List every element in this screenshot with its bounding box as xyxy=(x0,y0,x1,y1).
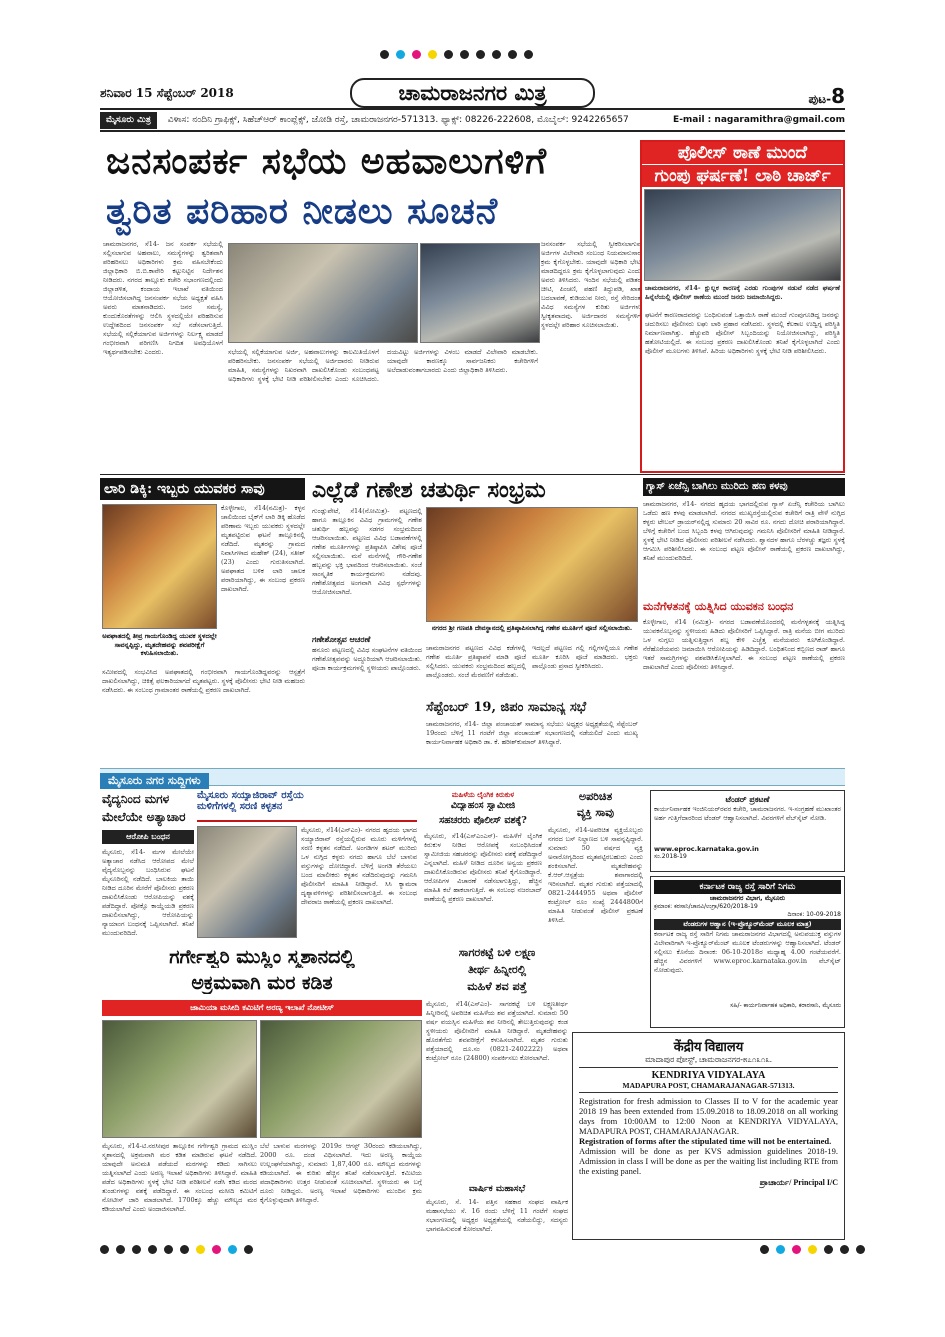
kv-warning: Registration of forms after the stipulated time will not be entertained. xyxy=(579,1136,832,1146)
sagara-body: ಮೈಸೂರು, ಸೆ14(ಎಸ್‌ಎಂ)- ಸಾಗರಕಟ್ಟೆ ಬಳಿ ಲಕ್ಷ್ಮಣತೀರ್ಥ ಹಿನ್ನೀರಿನಲ್ಲಿ ಅಪರಿಚಿತ ಮಹಿಳೆಯ ಶವ ಪತ್ತೆಯಾಗಿದೆ. ಸುಮಾರು 50 ವರ್ಷ ವಯಸ್ಸಿನ ಮಹಿಳೆಯ ಶವ ನೀರಿನಲ್ಲಿ ತೇಲುತ್ತಿರುವುದನ್ನು ಕಂಡ ಸ್ಥಳೀಯರು ಪೊಲೀಸರಿಗೆ ಮಾಹಿತಿ ನೀಡಿದ್ದಾರೆ. ಮೃತದೇಹವನ್ನು ಹೊರತೆಗೆದು ಶವಪರೀಕ್ಷೆಗೆ ಕಳುಹಿಸಲಾಗಿದೆ. ಮೃತರ ಗುರುತು ಪತ್ತೆಯಾದಲ್ಲಿ ದೂ.ಸಂ (0821-2402222) ಅಥವಾ ಕಂಟ್ರೋಲ್ ರೂಂ (24800) ಸಂಪರ್ಕಿಸಲು ಕೋರಲಾಗಿದೆ. xyxy=(426,1000,568,1062)
newspaper-title: ಚಾಮರಾಜನಗರ ಮಿತ್ರ xyxy=(350,78,595,108)
doctor-body: ಮೈಸೂರು, ಸೆ14- ಮಗಳ ಮೇಲೆಯೇ ಅತ್ಯಾಚಾರ ನಡೆಸಿದ ಆರೋಪದ ಮೇಲೆ ವೈದ್ಯನೊಬ್ಬನನ್ನು ಬಂಧಿಸಿರುವ ಘಟನೆ ಮೈಸೂರಿನಲ್ಲಿ ನಡೆದಿದೆ. ಬಾಲಕಿಯ ತಾಯಿ ನೀಡಿದ ದೂರಿನ ಮೇರೆಗೆ ಪೊಲೀಸರು ಪ್ರಕರಣ ದಾಖಲಿಸಿಕೊಂಡು ಆರೋಪಿಯನ್ನು ವಶಕ್ಕೆ ಪಡೆದಿದ್ದಾರೆ. ಪೋಕ್ಸೊ ಕಾಯ್ದೆಯಡಿ ಪ್ರಕರಣ ದಾಖಲಿಸಲಾಗಿದ್ದು, ಆರೋಪಿಯನ್ನು ನ್ಯಾಯಾಂಗ ಬಂಧನಕ್ಕೆ ಒಪ್ಪಿಸಲಾಗಿದೆ. ತನಿಖೆ ಮುಂದುವರಿದಿದೆ. xyxy=(102,848,194,937)
lead-column-mid: ಸಭೆಯಲ್ಲಿ ಸಲ್ಲಿಕೆಯಾಗುವ ಅರ್ಜಿ, ಅಹವಾಲುಗಳನ್ನು ಕಾಲಮಿತಿಯೊಳಗೆ ಪರಿಹರಿಸಬೇಕು. ಜನಸಂಪರ್ಕ ಸಭೆಯಲ್ಲಿ ಅರ್ಜಿದಾರರು ನೀಡಿರುವ ಮಾಹಿತಿ, ಸಮಸ್ಯೆಗಳನ್ನು ನಿಖರವಾಗಿ ದಾಖಲಿಸಿಕೊಂಡು ಸಂಬಂಧಪಟ್ಟ ಅಧಿಕಾರಿಗಳು ಸ್ಥಳಕ್ಕೆ ಭೇಟಿ ನೀಡಿ ಪರಿಶೀಲಿಸಬೇಕು ಎಂದು ಸೂಚಿಸಿದರು. ದಯವಿಟ್ಟು ಅರ್ಜಿಗಳನ್ನು ವಿಳಂಬ ಮಾಡದೆ ವಿಲೇವಾರಿ ಮಾಡಬೇಕು. ಯಾವುದೇ ಕಾರಣಕ್ಕೂ ಸಾರ್ವಜನಿಕರು ಕಚೇರಿಗಳಿಗೆ ಅಲೆದಾಡುವಂತಾಗಬಾರದು ಎಂದು ಜಿಲ್ಲಾಧಿಕಾರಿ ತಿಳಿಸಿದರು. xyxy=(228,348,538,383)
cemetery-photo-2 xyxy=(260,1020,422,1138)
ksrtc-subtitle: ಚಾಮರಾಜನಗರ ವಿಭಾಗ, ಮೈಸೂರು xyxy=(709,894,786,902)
ganesha-body-4: ಇದಲ್ಲದೆ ಪಟ್ಟಣದ ಗಲ್ಲಿ ಗಲ್ಲಿಗಳಲ್ಲಿಯೂ ಗಣೇಶ ಮೂರ್ತಿ ಕೂರಿಸಿ ಪೂಜೆ ಮಾಡಿದರು. ಭಕ್ತರು ಪಾಲ್ಗೊಂಡು ಪ್ರಸಾದ ಸ್ವೀಕರಿಸಿದರು. xyxy=(532,644,638,670)
cemetery-banner: ಜಾಮಿಯಾ ಮಸೀದಿ ಕಮಿಟಿಗೆ ಅರಣ್ಯ ಇಲಾಖೆ ನೋಟೀಸ್ xyxy=(102,1000,422,1016)
theft-headline-line1: ಮೈಸೂರು ಸಯ್ಯಾಜಿರಾವ್ ರಸ್ತೆಯ xyxy=(197,790,304,801)
lorry-headline: ಲಾರಿ ಡಿಕ್ಕಿ: ಇಬ್ಬರು ಯುವಕರ ಸಾವು xyxy=(100,478,305,500)
kv-sign: ಪ್ರಾಚಾರ್ಯ/ Principal I/C xyxy=(759,1178,838,1187)
sister-paper-tag: ಮೈಸೂರು ಮಿತ್ರ xyxy=(100,112,157,129)
lead-photo xyxy=(228,243,418,343)
police-headline-line1: ಪೊಲೀಸ್ ಠಾಣೆ ಮುಂದೆ xyxy=(642,142,843,164)
police-caption: ಚಾಮರಾಜನಗರ, ಸೆ14- ಕ್ಷುಲ್ಲಕ ಕಾರಣಕ್ಕೆ ಎರಡು ಗುಂಪುಗಳ ನಡುವೆ ನಡೆದ ಘರ್ಷಣೆ ಹಿನ್ನೆಲೆಯಲ್ಲಿ ಪೊಲೀಸ್ ಠಾಣೆಯ ಮುಂದೆ ಜನರು ಜಮಾಯಿಸಿದ್ದರು. xyxy=(645,284,840,301)
lorry-photo-caption: ಅಪಘಾತದಲ್ಲಿ ತೀವ್ರ ಗಾಯಗೊಂಡಿದ್ದ ಯುವಕ ಸ್ಥಳದಲ್ಲೇ ಸಾವನ್ನಪ್ಪಿದ್ದು, ಮೃತದೇಹವನ್ನು ಶವಪರೀಕ್ಷೆಗೆ ಕಳುಹಿಸಲಾಯಿತು. xyxy=(102,632,217,657)
ksrtc-title: ಕರ್ನಾಟಕ ರಾಜ್ಯ ರಸ್ತೆ ಸಾರಿಗೆ ನಿಗಮ xyxy=(654,880,841,894)
ksrtc-body: ಕರ್ನಾಟಕ ರಾಜ್ಯ ರಸ್ತೆ ಸಾರಿಗೆ ನಿಗಮ ಚಾಮರಾಜನಗರ ವಿಭಾಗದಲ್ಲಿ ಅನುಪಯುಕ್ತ ವಸ್ತುಗಳ ವಿಲೇವಾರಿಗಾಗಿ ಇ-ಪ್ರೊಕ್ಯೂರ್‌ಮೆಂಟ್ ಮೂಲಕ ಟೆಂಡರುಗಳನ್ನು ಆಹ್ವಾನಿಸಲಾಗಿದೆ. ಟೆಂಡರ್ ಸಲ್ಲಿಸಲು ಕೊನೆಯ ದಿನಾಂಕ: 06-10-2018ರ ಮಧ್ಯಾಹ್ನ 4.00 ಗಂಟೆಯವರೆಗೆ. ಹೆಚ್ಚಿನ ವಿವರಗಳಿಗೆ www.eproc.karnataka.gov.in ವೆಬ್‌ಸೈಟ್ ನೋಡುವುದು. xyxy=(654,930,841,974)
ganesha-headline: ಎಲ್ಲೆಡೆ ಗಣೇಶ ಚತುರ್ಥಿ ಸಂಭ್ರಮ xyxy=(312,477,546,503)
masthead-rule xyxy=(100,130,845,132)
tender1-title: ಟೆಂಡರ್ ಪ್ರಕಟಣೆ xyxy=(725,794,770,804)
theft-body: ಮೈಸೂರು, ಸೆ14(ಎನ್‌ಎಂ)- ನಗರದ ಹೃದಯ ಭಾಗದ ಸಯ್ಯಾಜಿರಾವ್ ರಸ್ತೆಯಲ್ಲಿರುವ ಮೂರು ಮಳಿಗೆಗಳಲ್ಲಿ ಸರಣಿ ಕಳ್ಳತನ ನಡೆದಿದೆ. ಅಂಗಡಿಗಳ ಶಟರ್ ಮುರಿದು ಒಳ ನುಗ್ಗಿದ ಕಳ್ಳರು ನಗದು ಹಾಗೂ ಬೆಲೆ ಬಾಳುವ ವಸ್ತುಗಳನ್ನು ದೋಚಿದ್ದಾರೆ. ಬೆಳಿಗ್ಗೆ ಅಂಗಡಿ ತೆರೆಯಲು ಬಂದ ಮಾಲೀಕರು ಕಳ್ಳತನ ನಡೆದಿರುವುದನ್ನು ಗಮನಿಸಿ ಪೊಲೀಸರಿಗೆ ಮಾಹಿತಿ ನೀಡಿದ್ದಾರೆ. ಸಿಸಿ ಕ್ಯಾಮರಾ ದೃಶ್ಯಾವಳಿಗಳನ್ನು ಪರಿಶೀಲಿಸಲಾಗುತ್ತಿದೆ. ಈ ಸಂಬಂಧ ದೇವರಾಜ ಠಾಣೆಯಲ್ಲಿ ಪ್ರಕರಣ ದಾಖಲಾಗಿದೆ. xyxy=(301,826,417,906)
kv-body: Registration for fresh admission to Classes II to V for the academic year 2018 19 has been extended from 15.09.2018 to 18.09.2018 on all working days from 10:00AM to 12:00 Noon at KENDRIYA VIDYALAYA, MADAPURA POST, CHAMARAJANAGAR. xyxy=(579,1096,838,1136)
lead-column-2: ಜನಸಂಪರ್ಕ ಸಭೆಯಲ್ಲಿ ಸ್ವೀಕರಿಸಲಾಗುವ ಅರ್ಜಿಗಳ ವಿಲೇವಾರಿ ಸಂಬಂಧ ನಿಯಮಾನುಸಾರ ಕ್ರಮ ಕೈಗೊಳ್ಳಬೇಕು. ಯಾವುದೇ ಅಧಿಕಾರಿ ಭೇಟಿ ಮಾಡದಿದ್ದರೂ ಕ್ರಮ ಕೈಗೊಳ್ಳಲಾಗುವುದು ಎಂದು ಅವರು ತಿಳಿಸಿದರು. ಇಂದಿನ ಸಭೆಯಲ್ಲಿ ಪಡಿತರ ಚೀಟಿ, ಪಿಂಚಣಿ, ಪಹಣಿ ತಿದ್ದುಪಡಿ, ಖಾತೆ ಬದಲಾವಣೆ, ಕುಡಿಯುವ ನೀರು, ರಸ್ತೆ ಸೇರಿದಂತೆ ವಿವಿಧ ಸಮಸ್ಯೆಗಳ ಕುರಿತು ಅರ್ಜಿಗಳು ಸ್ವೀಕೃತವಾದವು. ಅರ್ಜಿದಾರರ ಸಮಸ್ಯೆಗಳಿಗೆ ಸ್ಥಳದಲ್ಲೇ ಪರಿಹಾರ ಸೂಚಿಸಲಾಯಿತು. xyxy=(541,240,641,329)
kv-title-en: KENDRIYA VIDYALAYA xyxy=(651,1070,766,1081)
section-rule xyxy=(100,474,845,475)
cemetery-headline-line1: ಗರ್ಗೇಶ್ವರಿ ಮುಸ್ಲಿಂ ಸ್ಮಶಾನದಲ್ಲಿ xyxy=(169,946,355,968)
reg-dot xyxy=(476,50,485,59)
reg-dot xyxy=(180,1245,189,1254)
ganesha-body: ಗುಂಡ್ಲುಪೇಟೆ, ಸೆ14(ನೋಮಿತ್ರ)- ಪಟ್ಟಣದಲ್ಲಿ ಹಾಗೂ ತಾಲ್ಲೂಕಿನ ವಿವಿಧ ಗ್ರಾಮಗಳಲ್ಲಿ ಗಣೇಶ ಚತುರ್ಥಿ ಹಬ್ಬವನ್ನು ಸಡಗರ ಸಂಭ್ರಮದಿಂದ ಆಚರಿಸಲಾಯಿತು. ಪಟ್ಟಣದ ವಿವಿಧ ಬಡಾವಣೆಗಳಲ್ಲಿ ಗಣೇಶ ಮೂರ್ತಿಗಳನ್ನು ಪ್ರತಿಷ್ಠಾಪಿಸಿ ವಿಶೇಷ ಪೂಜೆ ಸಲ್ಲಿಸಲಾಯಿತು. ಮನೆ ಮನೆಗಳಲ್ಲಿ ಗೌರಿ-ಗಣೇಶ ಹಬ್ಬವನ್ನು ಭಕ್ತಿ ಭಾವದಿಂದ ಆಚರಿಸಲಾಯಿತು. ಸಂಜೆ ಸಾಂಸ್ಕೃತಿಕ ಕಾರ್ಯಕ್ರಮಗಳು ನಡೆದವು. ಗಣೇಶೋತ್ಸವದ ಅಂಗವಾಗಿ ವಿವಿಧ ಸ್ಪರ್ಧೆಗಳನ್ನು ಆಯೋಜಿಸಲಾಗಿದೆ. xyxy=(312,507,422,596)
ksrtc-notice: ಟೆಂಡರುಗಳ ಆಹ್ವಾನ (ಇ-ಪ್ರೊಕ್ಯೂರ್‌ಮೆಂಟ್ ಮೂಲಕ ಮಾತ್ರ) xyxy=(654,919,841,930)
reg-dot xyxy=(380,50,389,59)
reg-dot xyxy=(792,1245,801,1254)
lead-headline-line1: ಜನಸಂಪರ್ಕ ಸಭೆಯ ಅಹವಾಲುಗಳಿಗೆ xyxy=(106,140,548,182)
police-photo xyxy=(644,189,841,281)
theft-headline-line2: ಮಳಿಗೆಗಳಲ್ಲಿ ಸರಣಿ ಕಳ್ಳತನ xyxy=(197,801,283,812)
meeting-headline: ಸೆಪ್ಟೆಂಬರ್ 19, ಜಿಪಂ ಸಾಮಾನ್ಯ ಸಭೆ xyxy=(426,700,587,715)
ganesha-body-2: ಹನೂರು ಪಟ್ಟಣದಲ್ಲಿ ವಿವಿಧ ಸಂಘಟನೆಗಳ ವತಿಯಿಂದ ಗಣೇಶೋತ್ಸವವನ್ನು ಅದ್ಧೂರಿಯಾಗಿ ಆಚರಿಸಲಾಯಿತು. ಪೂಜಾ ಕಾರ್ಯಕ್ರಮಗಳಲ್ಲಿ ಸ್ಥಳೀಯರು ಪಾಲ್ಗೊಂಡರು. xyxy=(312,646,422,672)
publisher-address: ವಿಳಾಸ: ನಂದಿನಿ ಗ್ರಾಫಿಕ್ಸ್, ಸಿಹೆಚ್‌ಆರ್ ಕಾಂಪ್ಲೆಕ್ಸ್, ಜೋಡಿ ರಸ್ತೆ, ಚಾಮರಾಜನಗರ-571313. ಫ್ಯಾಕ್ಸ್: 08226-222608, ಮೊಬೈಲ್: 9242265657 xyxy=(167,115,629,125)
reg-dot xyxy=(244,1245,253,1254)
reg-dot xyxy=(524,50,533,59)
reg-dot xyxy=(148,1245,157,1254)
page-number xyxy=(808,84,845,108)
theft-photo xyxy=(197,826,297,938)
cemetery-col-1: ಮೈಸೂರು, ಸೆ14-ಟಿ.ನರಸೀಪುರ ತಾಲ್ಲೂಕಿನ ಗರ್ಗೇಶ್ವರಿ ಗ್ರಾಮದ ಮುಸ್ಲಿಂ ಸ್ಮಶಾನದಲ್ಲಿ ಅಕ್ರಮವಾಗಿ ಮರ ಕಡಿತ ಮಾಡಿರುವ ಘಟನೆ ನಡೆದಿದೆ. ಯಾವುದೇ ಅನುಮತಿ ಪಡೆಯದೆ ಮರಗಳನ್ನು ಕಡಿದು ಸಾಗಿಸಲು ಯತ್ನಿಸಲಾಗಿದೆ ಎಂದು ಅರಣ್ಯ ಇಲಾಖೆ ಅಧಿಕಾರಿಗಳು ತಿಳಿಸಿದ್ದಾರೆ. ಮಾಹಿತಿ ಪಡೆದ ಅಧಿಕಾರಿಗಳು ಸ್ಥಳಕ್ಕೆ ಭೇಟಿ ನೀಡಿ ಪರಿಶೀಲನೆ ನಡೆಸಿ ಕಡಿದ ಮರದ ತುಂಡುಗಳನ್ನು ವಶಕ್ಕೆ ಪಡೆದಿದ್ದಾರೆ. ಈ ಸಂಬಂಧ ಮಸೀದಿ ಕಮಿಟಿಗೆ ನೋಟೀಸ್ ಜಾರಿ ಮಾಡಲಾಗಿದೆ. 1700ಕ್ಕೂ ಹೆಚ್ಚು ಮೌಲ್ಯದ ಮರ ಕಡಿಯಲಾಗಿದೆ ಎಂದು ಅಂದಾಜಿಸಲಾಗಿದೆ. xyxy=(102,1142,257,1213)
tender1-body: ಕಾರ್ಯನಿರ್ವಾಹಕ ಇಂಜಿನಿಯರ್‌ರವರ ಕಚೇರಿ, ಚಾಮರಾಜನಗರ. ಇ-ಸಂಗ್ರಹಣೆ ಮುಖಾಂತರ ಅರ್ಹ ಗುತ್ತಿಗೆದಾರರಿಂದ ಟೆಂಡರ್ ಆಹ್ವಾನಿಸಲಾಗಿದೆ. ವಿವರಗಳಿಗೆ ವೆಬ್‌ಸೈಟ್ ನೋಡಿ. xyxy=(654,805,841,822)
unknown-headline-line1: ಅಪರಿಚಿತ xyxy=(578,790,613,803)
page-number-value: 8 xyxy=(831,84,845,108)
unknown-headline-line2: ವ್ಯಕ್ತಿ ಸಾವು xyxy=(576,806,615,819)
swamiji-headline-line2: ಸಹಚರರು ಪೊಲೀಸ್ ವಶಕ್ಕೆ? xyxy=(439,815,527,826)
doctor-sub: ಆರೋಪಿ ಬಂಧನ xyxy=(102,830,194,844)
kv-address-en: MADAPURA POST, CHAMARAJANAGAR-571313. xyxy=(579,1081,838,1093)
swamiji-headline-line1: ವಿದ್ಯಾಹಂಸ ಸ್ವಾಮೀಜಿ xyxy=(450,800,516,811)
theft-headline-box xyxy=(197,790,417,822)
tender1-ref: ಸಂ.2018-19 xyxy=(654,853,687,860)
tender-notice-1 xyxy=(650,790,845,872)
reg-dot xyxy=(840,1245,849,1254)
doctor-headline-line1: ವೈದ್ಯನಿಂದ ಮಗಳ xyxy=(102,792,170,806)
cemetery-headline-line2: ಅಕ್ರಮವಾಗಿ ಮರ ಕಡಿತ xyxy=(191,972,333,994)
kv-title-hi: केंद्रीय विद्यालय xyxy=(673,1039,744,1054)
gas-body: ಚಾಮರಾಜನಗರ, ಸೆ14- ನಗರದ ಹೃದಯ ಭಾಗದಲ್ಲಿರುವ ಗ್ಯಾಸ್ ಏಜೆನ್ಸಿ ಕಚೇರಿಯ ಬಾಗಿಲು ಒಡೆದು ಹಣ ಕಳವು ಮಾಡಲಾಗಿದೆ. ನಗರದ ಮುಖ್ಯರಸ್ತೆಯಲ್ಲಿರುವ ಕಚೇರಿಗೆ ರಾತ್ರಿ ವೇಳೆ ನುಗ್ಗಿದ ಕಳ್ಳರು ಟೇಬಲ್ ಡ್ರಾಯರ್‌ನಲ್ಲಿದ್ದ ಸುಮಾರು 20 ಸಾವಿರ ರೂ. ನಗದು ದೋಚಿ ಪರಾರಿಯಾಗಿದ್ದಾರೆ. ಬೆಳಿಗ್ಗೆ ಕಚೇರಿಗೆ ಬಂದ ಸಿಬ್ಬಂದಿ ಕಳವು ಆಗಿರುವುದನ್ನು ಗಮನಿಸಿ ಪೊಲೀಸರಿಗೆ ಮಾಹಿತಿ ನೀಡಿದ್ದಾರೆ. ಸ್ಥಳಕ್ಕೆ ಭೇಟಿ ನೀಡಿದ ಪೊಲೀಸರು ಪರಿಶೀಲನೆ ನಡೆಸಿದರು. ಶ್ವಾನದಳ ಹಾಗೂ ಬೆರಳಚ್ಚು ತಜ್ಞರು ಸ್ಥಳಕ್ಕೆ ಆಗಮಿಸಿ ಪರಿಶೀಲಿಸಿದರು. ಈ ಸಂಬಂಧ ಪಟ್ಟಣ ಪೊಲೀಸ್ ಠಾಣೆಯಲ್ಲಿ ಪ್ರಕರಣ ದಾಖಲಾಗಿದ್ದು, ತನಿಖೆ ಮುಂದುವರಿದಿದೆ. xyxy=(643,500,845,562)
doctor-headline-line2: ಮೇಲೆಯೇ ಅತ್ಯಾಚಾರ xyxy=(102,810,186,824)
reg-dot xyxy=(428,50,437,59)
edition-date: ಶನಿವಾರ 15 ಸೆಪ್ಟೆಂಬರ್ 2018 xyxy=(100,86,234,100)
arrest-body: ಕೊಳ್ಳೇಗಾಲ, ಸೆ14 (ನಮಿತ್ರ)- ನಗರದ ಬಡಾವಣೆಯೊಂದರಲ್ಲಿ ಮನೆಗಳ್ಳತನಕ್ಕೆ ಯತ್ನಿಸಿದ್ದ ಯುವಕನೊಬ್ಬನನ್ನು ಸ್ಥಳೀಯರು ಹಿಡಿದು ಪೊಲೀಸರಿಗೆ ಒಪ್ಪಿಸಿದ್ದಾರೆ. ರಾತ್ರಿ ಮನೆಯ ಬೀಗ ಮುರಿದು ಒಳ ನುಗ್ಗಲು ಯತ್ನಿಸುತ್ತಿದ್ದಾಗ ಶಬ್ದ ಕೇಳಿ ಎಚ್ಚೆತ್ತ ಮನೆಯವರು ಕೂಗಿಕೊಂಡಿದ್ದಾರೆ. ನೆರೆಹೊರೆಯವರು ಜಮಾಯಿಸಿ ಆರೋಪಿಯನ್ನು ಹಿಡಿದಿದ್ದಾರೆ. ಬಂಧಿತನಿಂದ ಕಬ್ಬಿಣದ ರಾಡ್ ಹಾಗೂ ಇತರೆ ಸಾಮಗ್ರಿಗಳನ್ನು ವಶಪಡಿಸಿಕೊಳ್ಳಲಾಗಿದೆ. ಈ ಸಂಬಂಧ ಪಟ್ಟಣ ಠಾಣೆಯಲ್ಲಿ ಪ್ರಕರಣ ದಾಖಲಾಗಿದೆ ಎಂದು ಪೊಲೀಸರು ತಿಳಿಸಿದ್ದಾರೆ. xyxy=(643,618,845,671)
ksrtc-sign: ಸಹಿ/- ಕಾರ್ಯನಿರ್ವಾಹಕ ಅಧಿಕಾರಿ, ಕರಾರಸಾನಿ, ಮೈಸೂರು xyxy=(730,1002,841,1009)
cemetery-col-2: ಬೆಲೆ ಬಾಳುವ ಮರಗಳನ್ನು 2019ರ ಆಗಸ್ಟ್ 30ರಂದು ಕಡಿಯಲಾಗಿದ್ದು, 2000 ರೂ. ದಂಡ ವಿಧಿಸಲಾಗಿದೆ. ಇದು ಅರಣ್ಯ ಕಾಯ್ದೆಯ ಉಲ್ಲಂಘನೆಯಾಗಿದ್ದು, ಸುಮಾರು 1,87,400 ರೂ. ಮೌಲ್ಯದ ಮರಗಳನ್ನು ಕಡಿಯಲಾಗಿದೆ. ಈ ಕುರಿತು ಹೆಚ್ಚಿನ ತನಿಖೆ ನಡೆಸಲಾಗುತ್ತಿದೆ. ಕಮಿಟಿಯ ಪದಾಧಿಕಾರಿಗಳು ಉತ್ತರ ನೀಡುವಂತೆ ಸೂಚಿಸಲಾಗಿದೆ. ಸ್ಥಳೀಯರು ಈ ಬಗ್ಗೆ ದೂರು ನೀಡಿದ್ದರು. ಅರಣ್ಯ ಇಲಾಖೆ ಅಧಿಕಾರಿಗಳು ಮುಂದಿನ ಕ್ರಮ ಕೈಗೊಳ್ಳುವುದಾಗಿ ತಿಳಿಸಿದ್ದಾರೆ. xyxy=(260,1142,422,1204)
reg-dot xyxy=(212,1245,221,1254)
sagara-sub: ವಾರ್ಷಿಕ ಮಹಾಸಭೆ xyxy=(468,1184,526,1194)
reg-dot xyxy=(116,1245,125,1254)
reg-dot xyxy=(444,50,453,59)
reg-dot xyxy=(164,1245,173,1254)
reg-dot xyxy=(856,1245,865,1254)
police-body: ಘಟನೆಗೆ ಕಾರಣರಾದವರನ್ನು ಬಂಧಿಸುವಂತೆ ಒತ್ತಾಯಿಸಿ ಠಾಣೆ ಮುಂದೆ ಗುಂಪುಗೂಡಿದ್ದ ಜನರನ್ನು ಚದುರಿಸಲು ಪೊಲೀಸರು ಲಘು ಲಾಠಿ ಪ್ರಹಾರ ನಡೆಸಿದರು. ಸ್ಥಳದಲ್ಲಿ ಕೆಲಕಾಲ ಉದ್ವಿಗ್ನ ಪರಿಸ್ಥಿತಿ ನಿರ್ಮಾಣವಾಗಿತ್ತು. ಹೆಚ್ಚುವರಿ ಪೊಲೀಸ್ ಸಿಬ್ಬಂದಿಯನ್ನು ನಿಯೋಜಿಸಲಾಗಿದ್ದು, ಪರಿಸ್ಥಿತಿ ಹತೋಟಿಯಲ್ಲಿದೆ. ಈ ಸಂಬಂಧ ಪ್ರಕರಣ ದಾಖಲಿಸಿಕೊಂಡು ತನಿಖೆ ಕೈಗೊಳ್ಳಲಾಗಿದೆ ಎಂದು ಪೊಲೀಸ್ ಮೂಲಗಳು ತಿಳಿಸಿವೆ. ಹಿರಿಯ ಅಧಿಕಾರಿಗಳು ಸ್ಥಳಕ್ಕೆ ಭೇಟಿ ನೀಡಿ ಪರಿಶೀಲಿಸಿದರು. xyxy=(645,311,840,355)
registration-marks-bottom-right xyxy=(760,1245,865,1254)
lead-column-1: ಚಾಮರಾಜನಗರ, ಸೆ14- ಜನ ಸಂಪರ್ಕ ಸಭೆಯಲ್ಲಿ ಸಲ್ಲಿಸಲಾಗುವ ಅಹವಾಲು, ಸಮಸ್ಯೆಗಳನ್ನು ತ್ವರಿತವಾಗಿ ಪರಿಹರಿಸಲು ಅಧಿಕಾರಿಗಳು ಕ್ರಮ ವಹಿಸಬೇಕೆಂದು ಜಿಲ್ಲಾಧಿಕಾರಿ ಬಿ.ಬಿ.ಕಾವೇರಿ ಕಟ್ಟುನಿಟ್ಟಿನ ನಿರ್ದೇಶನ ನೀಡಿದರು. ನಗರದ ತಾಲ್ಲೂಕು ಕಚೇರಿ ಸಭಾಂಗಣದಲ್ಲಿಂದು ಜಿಲ್ಲಾಡಳಿತ, ಕಂದಾಯ ಇಲಾಖೆ ವತಿಯಿಂದ ಆಯೋಜಿಸಲಾಗಿದ್ದ ಜನಸಂಪರ್ಕ ಸಭೆಯ ಅಧ್ಯಕ್ಷತೆ ವಹಿಸಿ ಅವರು ಮಾತನಾಡಿದರು. ಜನರ ಸಮಸ್ಯೆ, ಕುಂದುಕೊರತೆಗಳನ್ನು ಆಲಿಸಿ ಸ್ಥಳದಲ್ಲಿಯೇ ಪರಿಹರಿಸುವ ಉದ್ದೇಶದಿಂದ ಜನಸಂಪರ್ಕ ಸಭೆ ನಡೆಸಲಾಗುತ್ತಿದೆ. ಸಭೆಯಲ್ಲಿ ಸಲ್ಲಿಕೆಯಾಗುವ ಅರ್ಜಿಗಳನ್ನು ನಿರ್ಲಕ್ಷ್ಯ ಮಾಡದೆ ಗಂಭೀರವಾಗಿ ಪರಿಗಣಿಸಿ ನಿಗದಿತ ಅವಧಿಯೊಳಗೆ ಇತ್ಯರ್ಥಪಡಿಸಬೇಕು ಎಂದರು. xyxy=(103,240,223,356)
page-label: ಪುಟ- xyxy=(808,92,832,106)
lorry-body-right: ಕೊಳ್ಳೇಗಾಲ, ಸೆ14(ನಮಿತ್ರ)- ಕಳ್ಳನ ಚಾಲಿಯಿಂದ ಬೈಕ್‌ಗೆ ಲಾರಿ ಡಿಕ್ಕಿ ಹೊಡೆದ ಪರಿಣಾಮ ಇಬ್ಬರು ಯುವಕರು ಸ್ಥಳದಲ್ಲೇ ಮೃತಪಟ್ಟಿರುವ ಘಟನೆ ತಾಲ್ಲೂಕಿನಲ್ಲಿ ನಡೆದಿದೆ. ಮೃತರನ್ನು ಗ್ರಾಮದ ನಿವಾಸಿಗಳಾದ ಮಹೇಶ್ (24), ಸತೀಶ್ (23) ಎಂದು ಗುರುತಿಸಲಾಗಿದೆ. ಅಪಘಾತದ ಬಳಿಕ ಲಾರಿ ಚಾಲಕ ಪರಾರಿಯಾಗಿದ್ದು, ಈ ಸಂಬಂಧ ಪ್ರಕರಣ ದಾಖಲಾಗಿದೆ. xyxy=(221,504,305,593)
reg-dot xyxy=(508,50,517,59)
lead-photo-2 xyxy=(420,243,540,343)
ganesha-subheadline: ಗಣೇಶೋತ್ಸವ ಆಚರಣೆ xyxy=(312,634,371,644)
ganesha-photo-caption: ನಗರದ ಶ್ರೀ ಗಣಪತಿ ದೇವಸ್ಥಾನದಲ್ಲಿ ಪ್ರತಿಷ್ಠಾಪಿಸಲಾಗಿದ್ದ ಗಣೇಶ ಮೂರ್ತಿಗೆ ಪೂಜೆ ಸಲ್ಲಿಸಲಾಯಿತು. xyxy=(431,624,633,632)
publisher-bar xyxy=(100,112,845,129)
reg-dot xyxy=(412,50,421,59)
swamiji-body: ಮೈಸೂರು, ಸೆ14(ಎಸ್‌ಎಂಎಸ್)- ಮಹಿಳೆಗೆ ಲೈಂಗಿಕ ಕಿರುಕುಳ ನೀಡಿದ ಆರೋಪಕ್ಕೆ ಸಂಬಂಧಿಸಿದಂತೆ ಸ್ವಾಮೀಜಿಯ ಸಹಚರರನ್ನು ಪೊಲೀಸರು ವಶಕ್ಕೆ ಪಡೆದಿದ್ದಾರೆ ಎನ್ನಲಾಗಿದೆ. ಮಹಿಳೆ ನೀಡಿದ ದೂರಿನ ಅನ್ವಯ ಪ್ರಕರಣ ದಾಖಲಿಸಿಕೊಂಡಿರುವ ಪೊಲೀಸರು ತನಿಖೆ ಕೈಗೊಂಡಿದ್ದಾರೆ. ಆರೋಪಿಗಳ ವಿಚಾರಣೆ ನಡೆಸಲಾಗುತ್ತಿದ್ದು, ಹೆಚ್ಚಿನ ಮಾಹಿತಿ ಕಲೆ ಹಾಕಲಾಗುತ್ತಿದೆ. ಈ ಸಂಬಂಧ ನಜರಬಾದ್ ಠಾಣೆಯಲ್ಲಿ ಪ್ರಕರಣ ದಾಖಲಾಗಿದೆ. xyxy=(424,832,542,903)
reg-dot xyxy=(776,1245,785,1254)
reg-dot xyxy=(460,50,469,59)
police-story-box xyxy=(640,140,845,473)
kv-address-kn: ಮಾದಾಪುರ ಪೋಸ್ಟ್, ಚಾಮರಾಜನಗರ-೫೭೧೩೧೩. xyxy=(579,1055,838,1068)
registration-marks-top xyxy=(380,50,533,59)
reg-dot xyxy=(760,1245,769,1254)
reg-dot xyxy=(100,1245,109,1254)
ganesha-photo xyxy=(426,507,638,622)
registration-marks-bottom-left xyxy=(100,1245,253,1254)
ksrtc-tender xyxy=(650,876,845,1028)
gas-headline: ಗ್ಯಾಸ್ ಏಜೆನ್ಸಿ ಬಾಗಿಲು ಮುರಿದು ಹಣ ಕಳವು xyxy=(643,478,845,496)
swamiji-kicker: ಮಹಿಳೆಯ ಲೈಂಗಿಕ ಕಿರುಕುಳ xyxy=(451,790,515,799)
cemetery-photo-1 xyxy=(102,1020,257,1138)
sagara-headline-line3: ಮಹಿಳೆ ಶವ ಪತ್ತೆ xyxy=(467,980,527,993)
meeting-body: ಚಾಮರಾಜನಗರ, ಸೆ14- ಜಿಲ್ಲಾ ಪಂಚಾಯತ್ ಸಾಮಾನ್ಯ ಸಭೆಯು ಅಧ್ಯಕ್ಷರ ಅಧ್ಯಕ್ಷತೆಯಲ್ಲಿ ಸೆಪ್ಟೆಂಬರ್ 19ರಂದು ಬೆಳಿಗ್ಗೆ 11 ಗಂಟೆಗೆ ಜಿಲ್ಲಾ ಪಂಚಾಯತ್ ಸಭಾಂಗಣದಲ್ಲಿ ನಡೆಯಲಿದೆ ಎಂದು ಮುಖ್ಯ ಕಾರ್ಯನಿರ್ವಾಹಕ ಅಧಿಕಾರಿ ಡಾ. ಕೆ. ಹರೀಶ್‌ಕುಮಾರ್ ತಿಳಿಸಿದ್ದಾರೆ. xyxy=(426,720,638,746)
sagara-body-2: ಮೈಸೂರು, ಸೆ. 14- ಪತ್ತಿನ ಸಹಕಾರ ಸಂಘದ ವಾರ್ಷಿಕ ಮಹಾಸಭೆಯು ಸೆ. 16 ರಂದು ಬೆಳಿಗ್ಗೆ 11 ಗಂಟೆಗೆ ಸಂಘದ ಸಭಾಂಗಣದಲ್ಲಿ ಅಧ್ಯಕ್ಷರ ಅಧ್ಯಕ್ಷತೆಯಲ್ಲಿ ನಡೆಯಲಿದ್ದು, ಸದಸ್ಯರು ಭಾಗವಹಿಸುವಂತೆ ಕೋರಲಾಗಿದೆ. xyxy=(426,1198,568,1233)
lorry-photo xyxy=(102,504,217,629)
publisher-email: E-mail : nagaramithra@gmail.com xyxy=(673,115,845,125)
sagara-headline-line2: ತೀರ್ಥ ಹಿನ್ನೀರಲ್ಲಿ xyxy=(467,963,527,976)
ganesha-body-3: ಚಾಮರಾಜನಗರ ಪಟ್ಟಣದ ವಿವಿಧ ಕಡೆಗಳಲ್ಲಿ ಗಣೇಶ ಮೂರ್ತಿ ಪ್ರತಿಷ್ಠಾಪನೆ ಮಾಡಿ ಪೂಜೆ ಸಲ್ಲಿಸಿದರು. ಯುವಕರು ಸಂಭ್ರಮದಿಂದ ಹಬ್ಬದಲ್ಲಿ ಪಾಲ್ಗೊಂಡರು. ಸಂಜೆ ಮೆರವಣಿಗೆ ನಡೆಯಿತು. xyxy=(426,644,526,679)
reg-dot xyxy=(196,1245,205,1254)
mysuru-strip-label: ಮೈಸೂರು ನಗರ ಸುದ್ದಿಗಳು xyxy=(100,773,209,789)
lead-headline-line2: ತ್ವರಿತ ಪರಿಹಾರ ನೀಡಲು ಸೂಚನೆ xyxy=(106,190,499,232)
kv-body-2: Admission will be done as per KVS admission guidelines 2018-19. Admission in class I will be done as per the waiting list including RTE from the existing panel. xyxy=(579,1146,838,1176)
reg-dot xyxy=(808,1245,817,1254)
reg-dot xyxy=(824,1245,833,1254)
tender1-site: www.eproc.karnataka.gov.in xyxy=(654,845,759,853)
ksrtc-date: ದಿನಾಂಕ: 10-09-2018 xyxy=(787,911,841,918)
reg-dot xyxy=(228,1245,237,1254)
reg-dot xyxy=(492,50,501,59)
police-headline-line2: ಗುಂಪು ಘರ್ಷಣೆ! ಲಾಠಿ ಚಾರ್ಜ್ xyxy=(642,164,843,187)
reg-dot xyxy=(132,1245,141,1254)
mysuru-news-strip xyxy=(100,768,845,786)
kv-notice xyxy=(572,1032,845,1240)
ksrtc-ref: ಕ್ರಮಾಂಕ: ಕರಸಾನಿ/ಚಾನವಿ/ಉಗ್ರಾ/620/2018-19 xyxy=(654,903,758,910)
arrest-headline: ಮನೆಗೆಳತನಕ್ಕೆ ಯತ್ನಿಸಿದ ಯುವಕನ ಬಂಧನ xyxy=(643,600,794,613)
sagara-headline-line1: ಸಾಗರಕಟ್ಟೆ ಬಳಿ ಲಕ್ಷ್ಮಣ xyxy=(458,946,536,959)
masthead xyxy=(100,80,845,110)
reg-dot xyxy=(396,50,405,59)
unknown-body: ಮೈಸೂರು, ಸೆ14-ಅಪರಿಚಿತ ವ್ಯಕ್ತಿಯೊಬ್ಬರು ನಗರದ ಬಸ್ ನಿಲ್ದಾಣದ ಬಳಿ ಸಾವನ್ನಪ್ಪಿದ್ದಾರೆ. ಸುಮಾರು 50 ವರ್ಷದ ವ್ಯಕ್ತಿ ಅನಾರೋಗ್ಯದಿಂದ ಮೃತಪಟ್ಟಿರಬಹುದು ಎಂದು ಶಂಕಿಸಲಾಗಿದೆ. ಮೃತದೇಹವನ್ನು ಕೆ.ಆರ್.ಆಸ್ಪತ್ರೆಯ ಶವಾಗಾರದಲ್ಲಿ ಇರಿಸಲಾಗಿದೆ. ಮೃತರ ಗುರುತು ಪತ್ತೆಯಾದಲ್ಲಿ 0821-2444955 ಅಥವಾ ಪೊಲೀಸ್ ಕಂಟ್ರೋಲ್ ರೂಂ ಸಂಖ್ಯೆ 2444800ಗೆ ಮಾಹಿತಿ ನೀಡುವಂತೆ ಪೊಲೀಸ್ ಪ್ರಕಟಣೆ ತಿಳಿಸಿದೆ. xyxy=(548,826,643,924)
lorry-body-below: ಸಮೀಪದಲ್ಲಿ ಸಂಭವಿಸಿದ ಅಪಘಾತದಲ್ಲಿ ಗಂಭೀರವಾಗಿ ಗಾಯಗೊಂಡಿದ್ದವರನ್ನು ಆಸ್ಪತ್ರೆಗೆ ದಾಖಲಿಸಲಾಗಿದ್ದು, ಚಿಕಿತ್ಸೆ ಫಲಕಾರಿಯಾಗದೆ ಮೃತಪಟ್ಟರು. ಸ್ಥಳಕ್ಕೆ ಪೊಲೀಸರು ಭೇಟಿ ನೀಡಿ ಮಹಜರು ನಡೆಸಿದರು. ಈ ಸಂಬಂಧ ಗ್ರಾಮಾಂತರ ಠಾಣೆಯಲ್ಲಿ ಪ್ರಕರಣ ದಾಖಲಾಗಿದೆ. xyxy=(102,668,305,694)
